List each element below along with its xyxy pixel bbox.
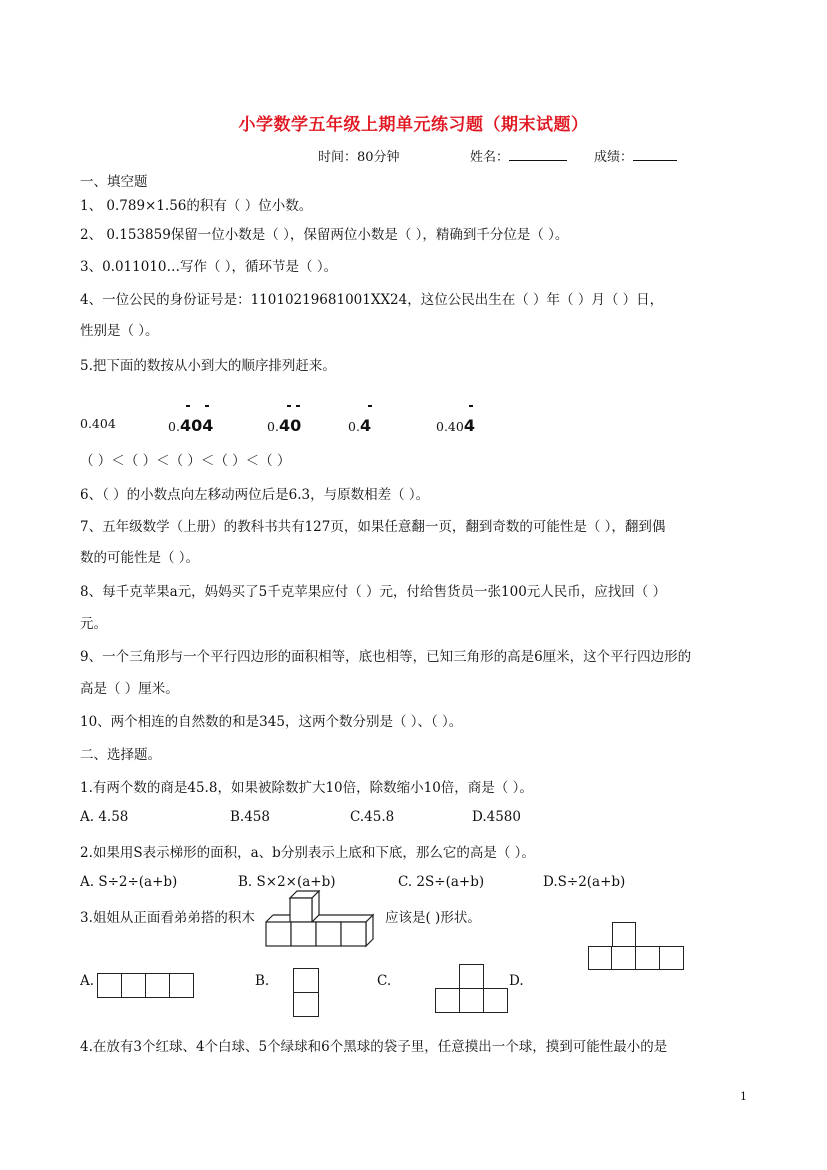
repeat-dot: [368, 405, 372, 407]
s2-q2-option-a: A. S÷2÷(a+b): [80, 874, 178, 890]
s2-q3-option-c-label: C.: [377, 973, 392, 989]
s2-q3-option-d-label: D.: [509, 973, 524, 989]
s1-question-2: 2、 0.153859保留一位小数是（ ），保留两位小数是（ ），精确到千分位是（ ）。: [80, 227, 569, 243]
number-5: 0.404: [436, 416, 475, 435]
s1-question-4b: 性别是（ ）。: [80, 323, 159, 339]
repeat-dot: [205, 405, 209, 407]
s1-question-7a: 7、五年级数学（上册）的教科书共有127页，如果任意翻一页，翻到奇数的可能性是（ ），翻到偶: [80, 519, 666, 535]
option-a-cell: [97, 973, 122, 998]
number-3: 0.40: [267, 416, 302, 435]
repeat-dot: [186, 405, 190, 407]
s1-question-4a: 4、一位公民的身份证号是：11010219681001XX24，这位公民出生在（ ）年（ ）月（ ）日，: [80, 292, 664, 308]
option-c-cell: [459, 964, 484, 989]
option-d-cell: [588, 946, 612, 970]
repeat-dot: [296, 405, 300, 407]
number-2: 0.404: [168, 416, 214, 435]
page-number: 1: [740, 1090, 747, 1103]
s2-q2-option-d: D.S÷2(a+b): [543, 874, 626, 890]
s1-question-9a: 9、一个三角形与一个平行四边形的面积相等，底也相等，已知三角形的高是6厘米，这个平行四边形的: [80, 649, 692, 665]
s1-question-10: 10、两个相连的自然数的和是345，这两个数分别是（ ）、（ ）。: [80, 714, 463, 730]
s2-q1-option-c: C.45.8: [350, 809, 395, 825]
s2-question-2: 2.如果用S表示梯形的面积，a、b分别表示上底和下底，那么它的高是（ ）。: [80, 845, 535, 861]
block-figure-3d: [262, 890, 377, 948]
option-c-cell: [459, 988, 484, 1013]
option-a-cell: [121, 973, 146, 998]
s1-question-5: 5.把下面的数按从小到大的顺序排列赶来。: [80, 358, 336, 374]
option-b-cell: [293, 992, 319, 1017]
order-line: （ ）＜（ ）＜（ ）＜（ ）＜（ ）: [80, 453, 291, 469]
section1-heading: 一、填空题: [80, 174, 148, 190]
number-1: 0.404: [80, 416, 116, 431]
section2-heading: 二、选择题。: [80, 747, 161, 763]
s2-question-3-left: 3.姐姐从正面看弟弟搭的积木: [80, 910, 255, 926]
page-title: 小学数学五年级上期单元练习题（期末试题）: [238, 115, 589, 135]
score-blank[interactable]: [633, 147, 677, 161]
s1-question-9b: 高是（ ）厘米。: [80, 681, 179, 697]
option-a-cell: [169, 973, 194, 998]
option-d-cell: [659, 946, 684, 970]
number-4: 0.4: [348, 416, 372, 435]
s1-question-3: 3、0.011010…写作（ ），循环节是（ ）。: [80, 259, 338, 275]
s2-q3-option-b-label: B.: [255, 973, 270, 989]
option-c-cell: [483, 988, 508, 1013]
option-a-cell: [145, 973, 170, 998]
name-label: 姓名：: [470, 146, 567, 165]
s1-question-8a: 8、每千克苹果a元，妈妈买了5千克苹果应付（ ）元，付给售货员一张100元人民币，应找回（ ）: [80, 584, 667, 600]
s2-q1-option-b: B.458: [230, 809, 270, 825]
s1-question-7b: 数的可能性是（ ）。: [80, 550, 200, 566]
option-c-cell: [435, 988, 460, 1013]
repeat-dot: [287, 405, 291, 407]
time-info: 时间：80分钟: [318, 150, 400, 165]
s1-question-6: 6、（ ）的小数点向左移动两位后是6.3，与原数相差（ ）。: [80, 487, 430, 503]
s2-question-1: 1.有两个数的商是45.8，如果被除数扩大10倍，除数缩小10倍，商是（ ）。: [80, 780, 533, 796]
s1-question-1: 1、 0.789×1.56的积有（ ）位小数。: [80, 198, 313, 214]
s2-q1-option-a: A. 4.58: [80, 809, 129, 825]
s1-question-8b: 元。: [80, 616, 107, 632]
s2-q2-option-b: B. S×2×(a+b): [238, 874, 336, 890]
option-d-cell: [635, 946, 660, 970]
s2-question-4: 4.在放有3个红球、4个白球、5个绿球和6个黑球的袋子里，任意摸出一个球，摸到可能性最小的是: [80, 1039, 668, 1055]
score-label: 成绩：: [594, 146, 677, 165]
name-blank[interactable]: [509, 147, 567, 161]
s2-q2-option-c: C. 2S÷(a+b): [398, 874, 485, 890]
option-b-cell: [293, 968, 319, 993]
s2-q3-option-a-label: A.: [80, 973, 95, 989]
s2-question-3-right: 应该是( )形状。: [385, 910, 481, 926]
option-d-cell: [612, 922, 636, 947]
s2-q1-option-d: D.4580: [472, 809, 521, 825]
repeat-dot: [469, 405, 473, 407]
option-d-cell: [611, 946, 636, 970]
